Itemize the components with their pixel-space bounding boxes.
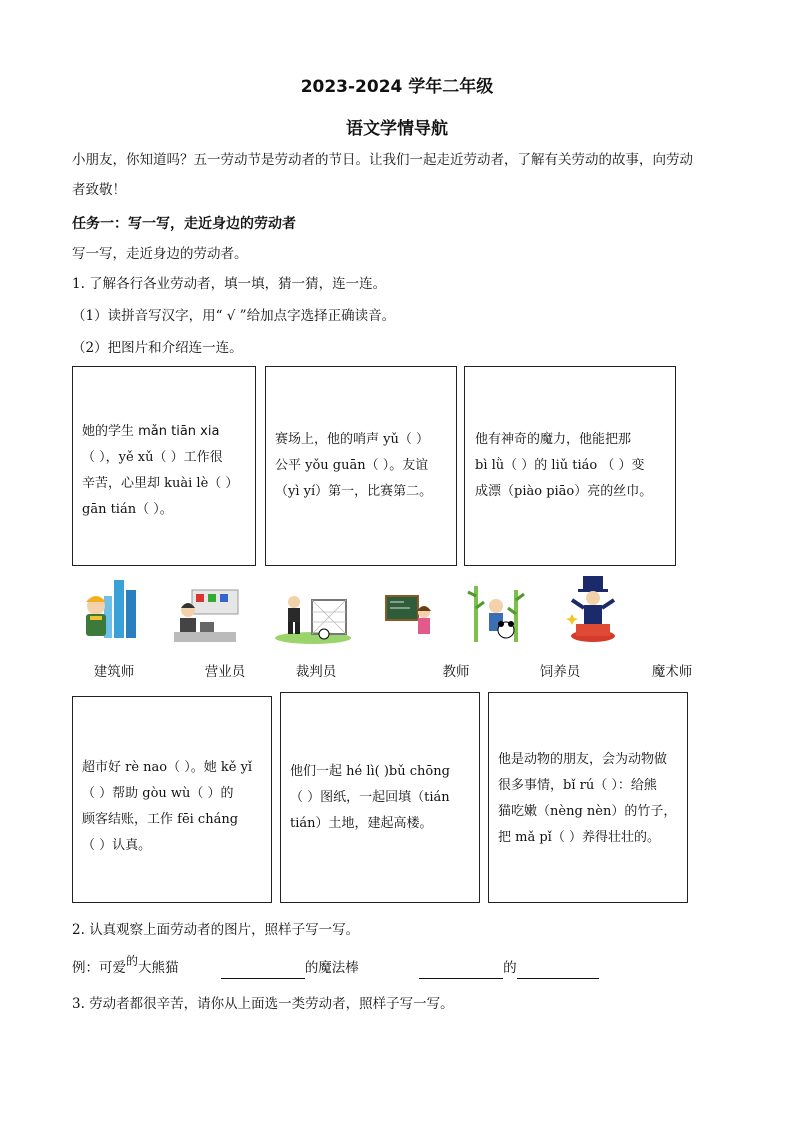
question-2-example-row [72, 954, 672, 982]
item2-suffix: 的魔法棒 [304, 960, 359, 976]
occupation-label-clerk: 营业员 [204, 664, 246, 680]
example-de: 的 [126, 954, 139, 968]
task1-heading: 任务一：写一写，走近身边的劳动者 [72, 216, 296, 232]
box-line: bì lǜ（ ）的 liǔ tiáo （ ）变 [475, 458, 645, 473]
box-line: （ ），yě xǔ（ ）工作很 [82, 450, 223, 465]
box-line: 他是动物的朋友，会为动物做 [498, 752, 668, 767]
zookeeper-picture [466, 584, 526, 644]
box-line: 顾客结账，工作 fēi cháng [82, 812, 239, 827]
box-line: 她的学生 mǎn tiān xia [82, 424, 220, 439]
occupation-label-magician: 魔术师 [651, 664, 693, 680]
page-title-line1: 2023-2024 学年二年级 [300, 77, 494, 97]
builder-picture [78, 576, 142, 640]
occupation-label-referee: 裁判员 [295, 664, 337, 680]
box-line: 赛场上，他的哨声 yǔ（ ） [275, 432, 429, 447]
referee-picture [274, 592, 352, 644]
description-box-magician [464, 366, 676, 566]
clerk-picture [172, 588, 240, 644]
box-line: 猫吃嫩（nèng nèn）的竹子， [498, 804, 677, 819]
example-noun: 大熊猫 [138, 960, 179, 976]
teacher-picture [384, 592, 434, 642]
occupation-label-teacher: 教师 [442, 664, 470, 680]
box-line: tián）土地，建起高楼。 [290, 816, 433, 831]
box-line: 把 mǎ pǐ（ ）养得壮壮的。 [498, 830, 660, 845]
box-line: 辛苦，心里却 kuài lè（ ） [82, 476, 239, 491]
box-line: 公平 yǒu guān（ ）。友谊 [275, 458, 429, 473]
answer-blank[interactable] [517, 964, 599, 979]
box-line: （ ）图纸，一起回填（tián [290, 790, 450, 805]
box-line: 成漂（piào piāo）亮的丝巾。 [475, 484, 653, 499]
occupation-label-architect: 建筑师 [93, 664, 135, 680]
box-line: （ ）帮助 gòu wù（ ）的 [82, 786, 234, 801]
task1-subheading: 写一写，走近身边的劳动者。 [72, 246, 248, 262]
occupation-label-zookeeper: 饲养员 [539, 664, 581, 680]
example-prefix: 例：可爱 [72, 960, 126, 976]
description-box-clerk [72, 696, 272, 903]
description-box-teacher [72, 366, 256, 566]
question-2: 2. 认真观察上面劳动者的图片，照样子写一写。 [72, 922, 360, 938]
box-line: gān tián（ ）。 [82, 502, 173, 517]
item3-de: 的 [503, 960, 517, 976]
answer-blank[interactable] [419, 964, 503, 979]
question-3: 3. 劳动者都很辛苦，请你从上面选一类劳动者，照样子写一写。 [72, 996, 454, 1012]
box-line: （yì yí）第一，比赛第二。 [275, 484, 433, 499]
box-line: 超市好 rè nao（ ）。她 kě yǐ [82, 760, 253, 775]
intro-line2: 者致敬！ [72, 182, 126, 198]
question-1-part-2: （2）把图片和介绍连一连。 [72, 340, 243, 356]
answer-blank[interactable] [221, 964, 305, 979]
page-title-line2: 语文学情导航 [346, 119, 448, 139]
question-1: 1. 了解各行各业劳动者，填一填，猜一猜，连一连。 [72, 276, 387, 292]
description-box-architect [280, 692, 480, 903]
description-box-referee [265, 366, 457, 566]
box-line: 他有神奇的魔力，他能把那 [475, 432, 632, 447]
magician-picture [566, 574, 620, 644]
intro-line1: 小朋友，你知道吗？五一劳动节是劳动者的节日。让我们一起走近劳动者，了解有关劳动的故事，向劳动 [72, 152, 693, 168]
box-line: 他们一起 hé lì( )bǔ chōng [290, 764, 450, 779]
description-box-zookeeper [488, 692, 688, 903]
question-1-part-1: （1）读拼音写汉字，用“ √ ”给加点字选择正确读音。 [72, 308, 396, 324]
box-line: 很多事情，bǐ rú（ ）：给熊 [498, 778, 657, 793]
box-line: （ ）认真。 [82, 838, 152, 853]
